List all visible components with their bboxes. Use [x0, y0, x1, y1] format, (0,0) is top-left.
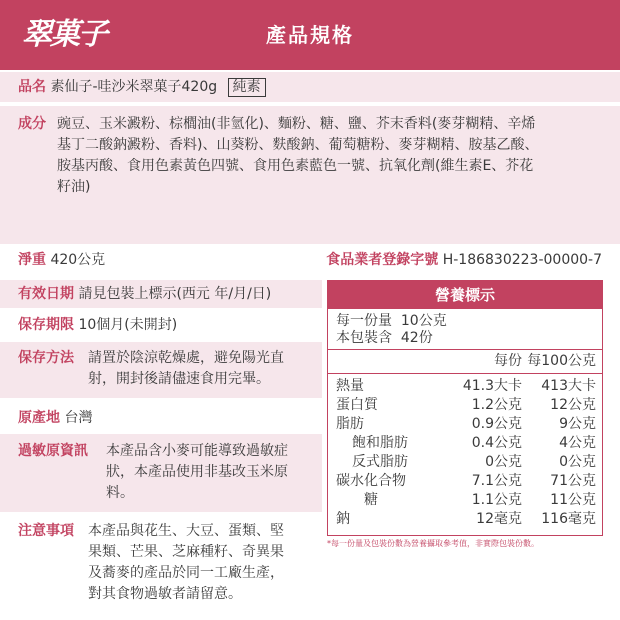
nutrient-name: 鈉 — [336, 511, 350, 527]
nutrition-divider — [328, 349, 602, 350]
vegan-tag: 純素 — [228, 78, 266, 97]
nutrient-name: 碳水化合物 — [336, 473, 406, 489]
storage-label: 保存方法 — [18, 350, 74, 366]
nutrient-per-serving: 0公克 — [485, 454, 522, 470]
storage-text — [88, 348, 320, 390]
nutrient-per-serving: 0.9公克 — [471, 416, 522, 432]
col-per-100g: 每100公克 — [527, 353, 596, 369]
expiry-value: 請見包裝上標示(西元 年/月/日) — [78, 286, 272, 302]
net-weight-row — [18, 250, 105, 271]
nutrient-per-serving: 41.3大卡 — [462, 378, 522, 394]
nutrient-per-100g: 11公克 — [550, 492, 596, 508]
registration-value: H-186830223-00000-7 — [442, 252, 602, 268]
nutrient-per-100g: 71公克 — [550, 473, 596, 489]
notice-line: 對其食物過敏者請留意。 — [88, 586, 242, 602]
expiry-label: 有效日期 — [18, 286, 74, 302]
nutrient-per-100g: 12公克 — [550, 397, 596, 413]
origin-row — [18, 408, 92, 429]
allergen-line: 狀，本產品使用非基改玉米原 — [106, 464, 288, 480]
shelf-life-value: 10個月(未開封) — [78, 317, 178, 333]
expiry-row — [18, 284, 271, 305]
nutrient-per-serving: 1.2公克 — [471, 397, 522, 413]
notice-text — [88, 521, 326, 605]
brand-logo: 翠菓子 — [22, 17, 106, 52]
net-weight-value: 420公克 — [50, 252, 106, 268]
nutrient-name: 蛋白質 — [336, 397, 378, 413]
nutrition-title: 營養標示 — [328, 281, 602, 309]
nutrient-per-serving: 1.1公克 — [471, 492, 522, 508]
shelf-life-label: 保存期限 — [18, 317, 74, 333]
ingredients-line: 豌豆、玉米澱粉、棕櫚油(非氫化)、麵粉、糖、鹽、芥末香料(麥芽糊精、辛烯 — [57, 116, 536, 132]
notice-line: 及蕎麥的產品於同一工廠生產， — [88, 565, 284, 581]
nutrient-name: 反式脂肪 — [352, 454, 408, 470]
nutrient-per-100g: 0公克 — [559, 454, 596, 470]
allergen-line: 料。 — [106, 485, 134, 501]
registration-label: 食品業者登錄字號 — [326, 252, 439, 268]
nutrient-per-100g: 413大卡 — [541, 378, 596, 394]
ingredients-line: 胺基丙酸、食用色素黃色四號、食用色素藍色一號、抗氧化劑(維生素E、芥花 — [57, 158, 534, 174]
notice-line: 果類、芒果、芝麻種籽、奇異果 — [88, 544, 284, 560]
storage-line: 請置於陰涼乾燥處，避免陽光直 — [88, 350, 284, 366]
nutrient-name: 熱量 — [336, 378, 364, 394]
product-name-row — [18, 77, 266, 98]
ingredients-label: 成分 — [18, 116, 46, 132]
nutrient-per-100g: 116毫克 — [541, 511, 596, 527]
shelf-life-row — [18, 315, 177, 336]
ingredients-line: 籽油) — [57, 179, 91, 195]
col-per-serving: 每份 — [494, 353, 522, 369]
allergen-label: 過敏原資訊 — [18, 443, 88, 459]
nutrient-per-serving: 7.1公克 — [471, 473, 522, 489]
notice-line: 本產品與花生、大豆、蛋類、堅 — [88, 523, 284, 539]
serving-size: 每一份量 10公克 — [336, 313, 447, 329]
nutrition-facts — [327, 280, 603, 536]
nutrient-name: 糖 — [364, 492, 378, 508]
nutrient-per-serving: 12毫克 — [476, 511, 522, 527]
product-name-label: 品名 — [18, 79, 46, 95]
servings-per-package: 本包裝含 42份 — [336, 330, 433, 346]
ingredients-text — [57, 114, 609, 198]
nutrition-footnote: *每一份量及包裝份數為營養攝取參考值，非實際包裝份數。 — [327, 539, 539, 548]
product-name-value: 素仙子-哇沙米翠菓子420g — [50, 79, 218, 95]
nutrition-divider — [328, 373, 602, 374]
allergen-line: 本產品含小麥可能導致過敏症 — [106, 443, 288, 459]
origin-value: 台灣 — [64, 410, 93, 426]
ingredients-line: 基丁二酸鈉澱粉、香料)、山葵粉、麩酸鈉、葡萄糖粉、麥芽糊精、胺基乙酸、 — [57, 137, 539, 153]
nutrient-per-serving: 0.4公克 — [471, 435, 522, 451]
allergen-text — [106, 441, 320, 504]
nutrient-name: 脂肪 — [336, 416, 364, 432]
nutrient-per-100g: 9公克 — [559, 416, 596, 432]
nutrient-per-100g: 4公克 — [559, 435, 596, 451]
notice-label: 注意事項 — [18, 523, 74, 539]
registration-row — [326, 250, 602, 271]
storage-line: 射，開封後請儘速食用完畢。 — [88, 371, 270, 387]
net-weight-label: 淨重 — [18, 252, 46, 268]
page-title: 產品規格 — [266, 23, 354, 47]
nutrient-name: 飽和脂肪 — [352, 435, 408, 451]
origin-label: 原產地 — [18, 410, 60, 426]
